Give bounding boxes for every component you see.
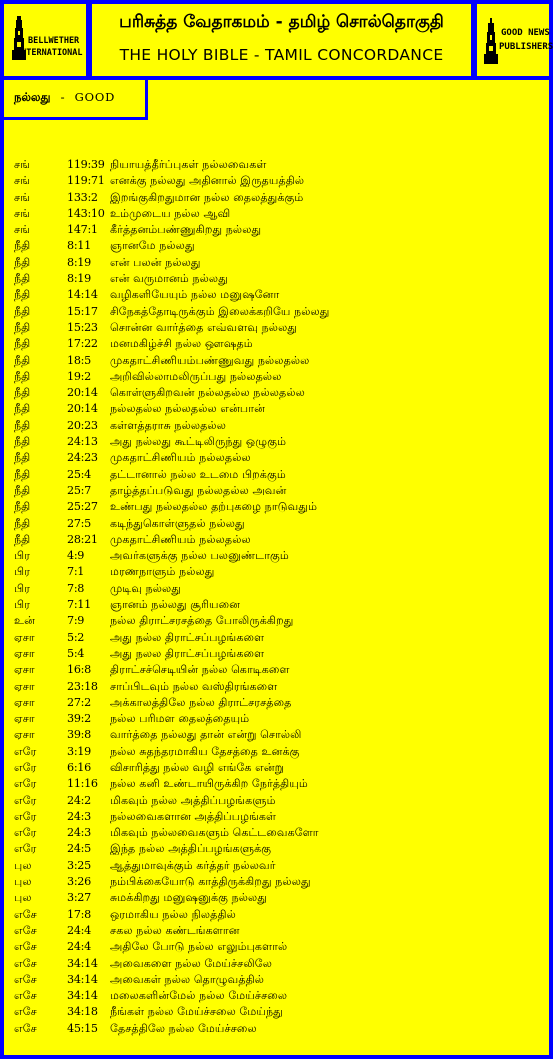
book-abbrev: எசே [14, 989, 37, 1003]
verse-text: அவைகளை நல்ல மேய்ச்சலிலே [110, 956, 272, 970]
list-item [14, 564, 544, 580]
verse-reference: 24:23 [67, 451, 98, 465]
verse-reference: 14:14 [67, 288, 98, 302]
book-abbrev: எசே [14, 940, 37, 954]
verse-reference: 11:16 [67, 777, 98, 791]
list-item [14, 760, 544, 776]
book-abbrev: புல [14, 891, 32, 905]
book-abbrev: எசே [14, 923, 37, 937]
verse-reference: 24:13 [67, 435, 98, 449]
verse-text: அது நல்ல திராட்சப்பழங்களை [110, 630, 265, 644]
book-abbrev: எரே [14, 809, 37, 823]
verse-reference: 18:5 [67, 353, 91, 367]
list-item [14, 516, 544, 532]
book-abbrev: எசே [14, 956, 37, 970]
list-item [14, 727, 544, 743]
book-abbrev: ஏசா [14, 695, 35, 709]
book-abbrev: நீதி [14, 320, 31, 334]
list-item [14, 255, 544, 271]
verse-reference: 3:27 [67, 891, 91, 905]
concordance-list [14, 157, 544, 1037]
verse-text: தட்டானால் நல்ல உடமை பிறக்கும் [110, 467, 286, 481]
verse-reference: 25:7 [67, 483, 91, 497]
verse-text: அவர்களுக்கு நல்ல பலனுண்டாகும் [110, 549, 289, 563]
verse-reference: 39:8 [67, 728, 91, 742]
list-item [14, 401, 544, 417]
verse-reference: 119:39 [67, 158, 105, 171]
verse-reference: 119:71 [67, 174, 105, 188]
verse-text: அது நலல திராட்சப்பழங்களை [110, 646, 265, 660]
list-item [14, 923, 544, 939]
verse-text: நம்பிக்கையோடு காத்திருக்கிறது நல்லது [110, 875, 311, 889]
verse-reference: 34:18 [67, 1005, 98, 1019]
list-item [14, 630, 544, 646]
list-item [14, 988, 544, 1004]
verse-reference: 24:3 [67, 826, 91, 840]
headword [14, 90, 115, 106]
book-abbrev: புல [14, 875, 32, 889]
list-item [14, 858, 544, 874]
verse-reference: 8:19 [67, 272, 91, 286]
list-item [14, 711, 544, 727]
book-abbrev: சங் [14, 223, 30, 237]
verse-text: கொள்ளுகிறவன் நல்லதல்ல நல்லதல்ல [110, 386, 305, 400]
verse-text: மரணநாளும் நல்லது [110, 565, 215, 579]
book-abbrev: நீதி [14, 337, 31, 351]
list-item [14, 206, 544, 222]
book-abbrev: ஏசா [14, 712, 35, 726]
verse-reference: 34:14 [67, 956, 98, 970]
verse-reference: 28:21 [67, 532, 98, 546]
book-abbrev: சங் [14, 174, 30, 188]
book-abbrev: பிர [14, 598, 30, 612]
verse-reference: 24:5 [67, 842, 91, 856]
verse-text: எனக்கு நல்லது அதினால் இருதயத்தில் [110, 174, 305, 188]
list-item [14, 483, 544, 499]
verse-text: கீர்த்தனம்பண்ணுகிறது நல்லது [110, 223, 262, 237]
book-abbrev: நீதி [14, 467, 31, 481]
list-item [14, 776, 544, 792]
verse-text: தாழ்த்தப்படுவது நல்லதல்ல அவன் [110, 483, 287, 497]
bellwether-line1: BELLWETHER [28, 36, 80, 46]
list-item [14, 320, 544, 336]
list-item [14, 890, 544, 906]
book-abbrev: எசே [14, 1005, 37, 1019]
book-abbrev: பிர [14, 549, 30, 563]
list-item [14, 1004, 544, 1020]
verse-reference: 19:2 [67, 369, 91, 383]
verse-reference: 39:2 [67, 712, 91, 726]
book-abbrev: உன் [14, 614, 35, 628]
verse-reference: 143:10 [67, 206, 105, 220]
verse-reference: 17:8 [67, 907, 91, 921]
verse-reference: 15:23 [67, 320, 98, 334]
verse-reference: 27:5 [67, 516, 91, 530]
book-abbrev: நீதி [14, 435, 31, 449]
verse-text: மிகவும் நல்லவைகளும் கெட்டவைகளோ [110, 826, 319, 840]
list-item [14, 271, 544, 287]
list-item [14, 173, 544, 189]
bellwether-logo [12, 16, 82, 66]
list-item [14, 222, 544, 238]
verse-reference: 20:14 [67, 402, 98, 416]
verse-text: இறங்குகிறதுமான நல்ல தைலத்துக்கும் [110, 190, 304, 204]
book-abbrev: நீதி [14, 483, 31, 497]
verse-text: உம்முடைய நல்ல ஆவி [110, 206, 231, 220]
list-item [14, 385, 544, 401]
verse-text: நல்ல திராட்சரசத்தை போலிருக்கிறது [110, 614, 294, 628]
verse-text: கடிந்துகொள்ளுதல் நல்லது [110, 516, 245, 530]
verse-reference: 24:4 [67, 923, 91, 937]
list-item [14, 1021, 544, 1037]
book-abbrev: நீதி [14, 451, 31, 465]
book-abbrev: எரே [14, 842, 37, 856]
verse-text: அது நல்லது கூட்டிலிருந்து ஒழுகும் [110, 435, 287, 449]
list-item [14, 369, 544, 385]
verse-reference: 8:19 [67, 255, 91, 269]
list-item [14, 336, 544, 352]
book-abbrev: ஏசா [14, 630, 35, 644]
headword-english: GOOD [74, 90, 116, 104]
book-abbrev: ஏசா [14, 663, 35, 677]
list-item [14, 793, 544, 809]
verse-reference: 5:4 [67, 646, 85, 660]
verse-text: ஆத்துமாவுக்கும் கர்த்தர் நல்லவர் [110, 858, 276, 872]
verse-reference: 34:14 [67, 989, 98, 1003]
book-abbrev: சங் [14, 158, 30, 171]
verse-text: நல்ல சுதந்தரமாகிய தேசத்தை உனக்கு [110, 744, 300, 758]
list-item [14, 679, 544, 695]
verse-reference: 3:26 [67, 875, 91, 889]
verse-reference: 4:9 [67, 549, 85, 563]
verse-text: முகதாட்சிணியம்பண்ணுவது நல்லதல்ல [110, 353, 310, 367]
list-item [14, 418, 544, 434]
book-abbrev: பிர [14, 581, 30, 595]
good-news-line2: PUBLISHERS [499, 42, 553, 52]
verse-reference: 24:3 [67, 809, 91, 823]
verse-text: நல்லதல்ல நல்லதல்ல என்பான் [110, 402, 265, 416]
verse-text: முடிவு நல்லது [110, 581, 182, 595]
page-title-english: THE HOLY BIBLE - TAMIL CONCORDANCE [119, 46, 444, 64]
verse-reference: 3:25 [67, 858, 91, 872]
verse-reference: 6:16 [67, 760, 91, 774]
headword-separator: - [60, 90, 65, 104]
verse-text: வழிகளியேயும் நல்ல மனுஷனோ [110, 288, 280, 302]
verse-text: முகதாட்சிணியம் நல்லதல்ல [110, 532, 251, 546]
bellwether-logo-panel [4, 4, 86, 76]
book-abbrev: நீதி [14, 532, 31, 546]
verse-text: வார்த்தை நல்லது தான் என்று சொல்லி [110, 728, 302, 742]
book-abbrev: எரே [14, 744, 37, 758]
book-abbrev: நீதி [14, 288, 31, 302]
verse-text: அக்காலத்திலே நல்ல திராட்சரசத்தை [110, 695, 292, 709]
list-item [14, 597, 544, 613]
verse-text: அறிவில்லாமலிருப்பது நல்லதல்ல [110, 369, 282, 383]
verse-text: ஒரமாகிய நல்ல நிலத்தில் [110, 907, 236, 921]
book-abbrev: நீதி [14, 255, 31, 269]
list-item [14, 190, 544, 206]
verse-text: நியாயத்தீர்ப்புகள் நல்லவைகள் [110, 158, 267, 171]
book-abbrev: நீதி [14, 239, 31, 253]
list-item [14, 956, 544, 972]
list-item [14, 238, 544, 254]
list-item [14, 907, 544, 923]
book-abbrev: சங் [14, 206, 30, 220]
book-abbrev: நீதி [14, 418, 31, 432]
verse-text: உண்பது நல்லதல்ல தற்புகழை நாடுவதும் [110, 500, 318, 514]
book-abbrev: எசே [14, 907, 37, 921]
verse-text: இந்த நல்ல அத்திப்பழங்களுக்கு [110, 842, 272, 856]
page-title-tamil: பரிசுத்த வேதாகமம் - தமிழ் சொல்தொகுதி [119, 12, 444, 32]
verse-text: ஞானமே நல்லது [110, 239, 195, 253]
list-item [14, 467, 544, 483]
verse-reference: 34:14 [67, 972, 98, 986]
verse-reference: 7:9 [67, 614, 85, 628]
list-item [14, 434, 544, 450]
verse-text: சுமக்கிறது மனுஷனுக்கு நல்லது [110, 891, 268, 905]
book-abbrev: எரே [14, 793, 37, 807]
list-item [14, 939, 544, 955]
headword-box [4, 80, 148, 120]
verse-text: சிநேகத்தோடிருக்கும் இலைக்கறியே நல்லது [110, 304, 330, 318]
list-item [14, 287, 544, 303]
list-item [14, 304, 544, 320]
list-item [14, 874, 544, 890]
list-item [14, 157, 544, 173]
verse-reference: 20:23 [67, 418, 98, 432]
verse-reference: 20:14 [67, 386, 98, 400]
verse-reference: 23:18 [67, 679, 98, 693]
list-item [14, 353, 544, 369]
book-abbrev: எரே [14, 777, 37, 791]
list-item [14, 662, 544, 678]
verse-text: அவைகள் நல்ல தொழுவத்தில் [110, 972, 265, 986]
list-item [14, 499, 544, 515]
verse-reference: 3:19 [67, 744, 91, 758]
verse-text: நல்ல பரிமள தைலத்தையும் [110, 712, 250, 726]
list-item [14, 613, 544, 629]
verse-text: திராட்சச்செடியின் நல்ல கொடிகளை [110, 663, 290, 677]
verse-text: மிகவும் நல்ல அத்திப்பழங்களும் [110, 793, 276, 807]
book-abbrev: ஏசா [14, 646, 35, 660]
verse-reference: 25:4 [67, 467, 91, 481]
bellwether-line2: INTERNATIONAL [16, 48, 83, 58]
verse-reference: 8:11 [67, 239, 91, 253]
verse-text: சொன்ன வார்த்தை எவ்வளவு நல்லது [110, 320, 298, 334]
book-abbrev: ஏசா [14, 679, 35, 693]
book-abbrev: நீதி [14, 516, 31, 530]
list-item [14, 841, 544, 857]
verse-reference: 24:4 [67, 940, 91, 954]
book-abbrev: நீதி [14, 386, 31, 400]
verse-text: சகல நல்ல கண்டங்களான [110, 923, 240, 937]
verse-text: மனமகிழ்ச்சி நல்ல ஔஷதம் [110, 337, 253, 351]
book-abbrev: நீதி [14, 304, 31, 318]
verse-text: முகதாட்சிணியம் நல்லதல்ல [110, 451, 251, 465]
verse-text: கள்ளத்தராசு நல்லதல்ல [110, 418, 227, 432]
headword-tamil: நல்லது [14, 90, 51, 104]
book-abbrev: எசே [14, 1021, 37, 1035]
book-abbrev: ஏசா [14, 728, 35, 742]
verse-text: ஞானம் நல்லது சூரியனை [110, 598, 241, 612]
book-abbrev: நீதி [14, 500, 31, 514]
verse-reference: 45:15 [67, 1021, 98, 1035]
verse-text: நல்ல கனி உண்டாயிருக்கிற நேர்த்தியும் [110, 777, 308, 791]
verse-reference: 16:8 [67, 663, 91, 677]
book-abbrev: நீதி [14, 353, 31, 367]
verse-reference: 15:17 [67, 304, 98, 318]
verse-reference: 24:2 [67, 793, 91, 807]
verse-reference: 7:11 [67, 598, 91, 612]
book-abbrev: பிர [14, 565, 30, 579]
book-abbrev: எரே [14, 826, 37, 840]
title-panel [92, 4, 471, 76]
list-item [14, 972, 544, 988]
list-item [14, 646, 544, 662]
book-abbrev: புல [14, 858, 32, 872]
verse-text: என் பலன் நல்லது [110, 255, 201, 269]
verse-reference: 7:1 [67, 565, 85, 579]
verse-reference: 27:2 [67, 695, 91, 709]
book-abbrev: நீதி [14, 369, 31, 383]
book-abbrev: சங் [14, 190, 30, 204]
verse-text: மலைகளின்மேல் நல்ல மேய்ச்சலை [110, 989, 288, 1003]
verse-text: விசாரித்து நல்ல வழி எங்கே என்று [110, 760, 285, 774]
list-item [14, 532, 544, 548]
verse-reference: 147:1 [67, 223, 98, 237]
tower-icon [484, 18, 498, 64]
verse-reference: 17:22 [67, 337, 98, 351]
list-item [14, 825, 544, 841]
verse-reference: 7:8 [67, 581, 85, 595]
verse-reference: 133:2 [67, 190, 98, 204]
book-abbrev: எசே [14, 972, 37, 986]
list-item [14, 695, 544, 711]
book-abbrev: நீதி [14, 402, 31, 416]
verse-reference: 5:2 [67, 630, 85, 644]
verse-text: தேசத்திலே நல்ல மேய்ச்சலை [110, 1021, 257, 1035]
good-news-logo-panel [477, 4, 553, 76]
list-item [14, 581, 544, 597]
book-abbrev: நீதி [14, 272, 31, 286]
list-item [14, 548, 544, 564]
book-abbrev: எரே [14, 760, 37, 774]
list-item [14, 450, 544, 466]
verse-text: நல்லவைகளான அத்திப்பழங்கள் [110, 809, 277, 823]
list-item [14, 809, 544, 825]
verse-text: அதிலே போடு நல்ல எலும்புகளால் [110, 940, 288, 954]
verse-text: நீங்கள் நல்ல மேய்ச்சலை மேய்ந்து [110, 1005, 283, 1019]
good-news-line1: GOOD NEWS [501, 28, 550, 38]
verse-text: சாப்பிடவும் நல்ல வஸ்திரங்களை [110, 679, 278, 693]
verse-reference: 25:27 [67, 500, 98, 514]
list-item [14, 744, 544, 760]
verse-text: என் வருமானம் நல்லது [110, 272, 228, 286]
